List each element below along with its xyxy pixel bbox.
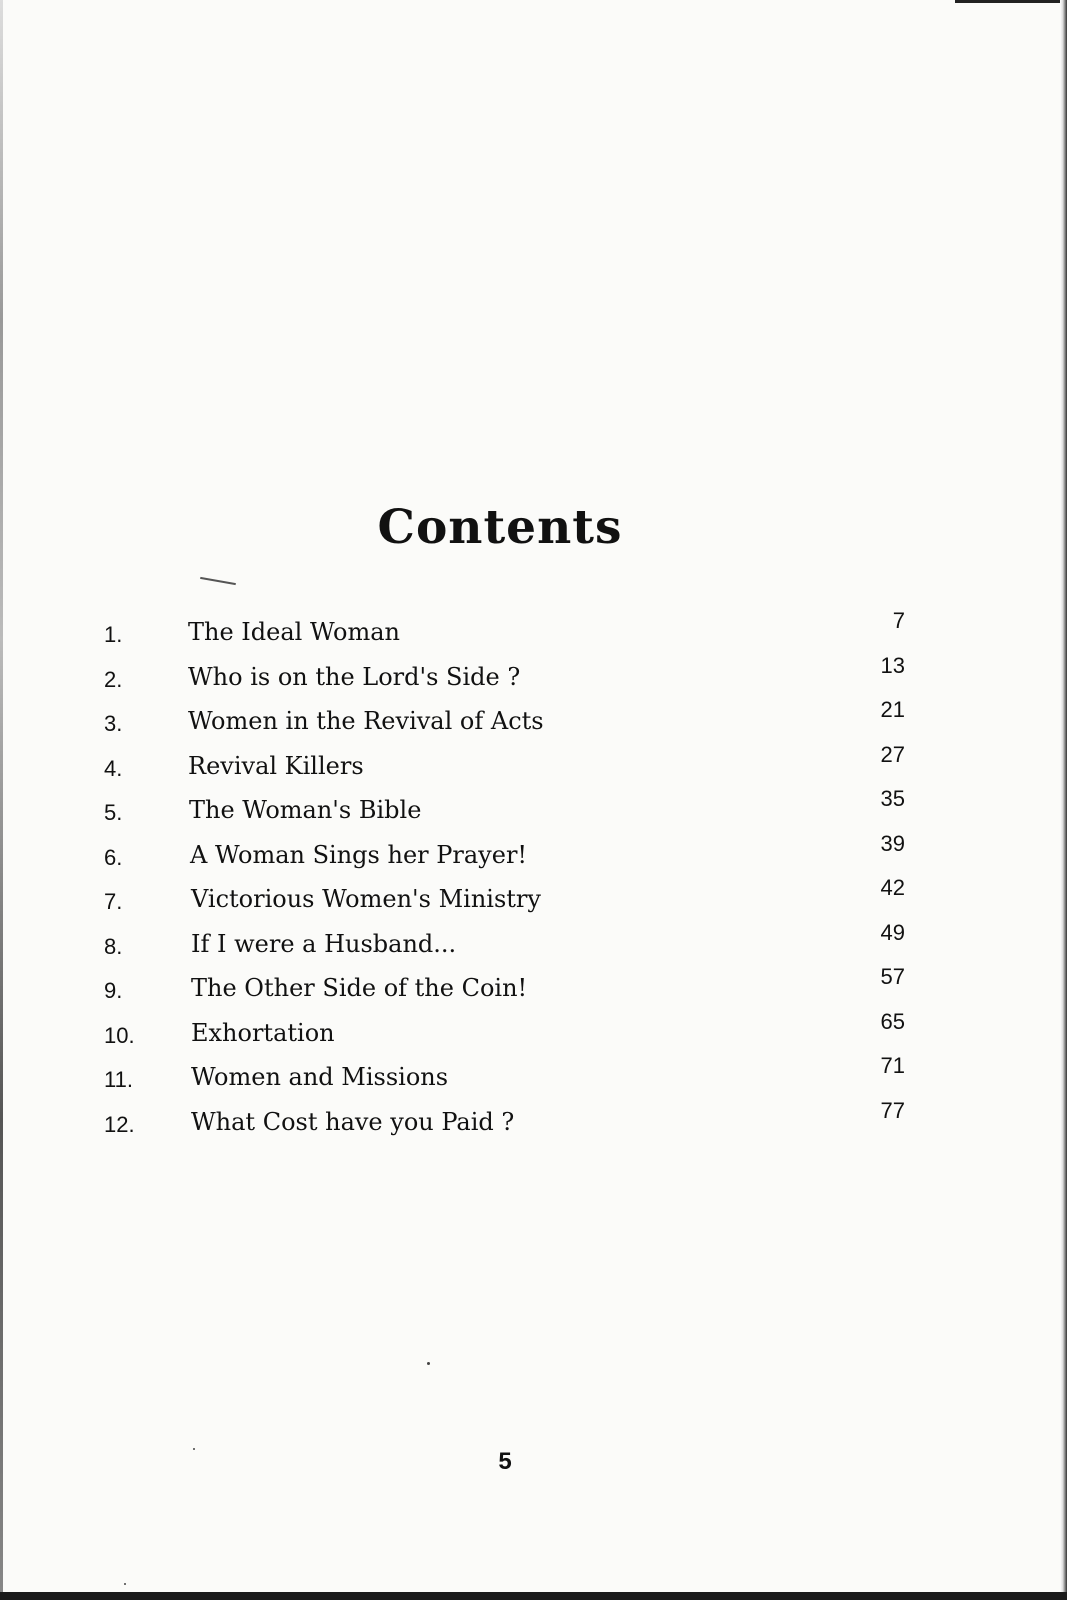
- toc-entry-number: 3.: [104, 711, 123, 736]
- page-title: Contents: [377, 500, 623, 555]
- toc-entry-page: 71: [880, 1053, 905, 1078]
- toc-entry: [0, 608, 1067, 648]
- toc-entry-number: 9.: [104, 978, 123, 1003]
- toc-entry: [0, 1053, 1067, 1093]
- toc-entry: [0, 653, 1067, 693]
- toc-entry-number: 7.: [104, 889, 123, 914]
- toc-entry-title: Revival Killers: [188, 751, 364, 780]
- toc-entry-page: 21: [880, 697, 905, 722]
- toc-entry: [0, 786, 1067, 826]
- toc-entry-number: 6.: [104, 844, 123, 870]
- toc-entry-title: Who is on the Lord's Side ?: [188, 662, 521, 691]
- toc-entry-title: The Other Side of the Coin!: [191, 974, 528, 1002]
- toc-entry-title: The Woman's Bible: [189, 796, 422, 824]
- toc-entry-page: 7: [892, 608, 905, 633]
- toc-entry-number: 1.: [104, 622, 123, 647]
- toc-entry-number: 11.: [104, 1067, 133, 1092]
- toc-entry-title: Victorious Women's Ministry: [191, 885, 541, 913]
- toc-entry-page: 42: [880, 875, 905, 900]
- scan-speck: [193, 1448, 195, 1450]
- toc-entry-title: Women and Missions: [191, 1063, 449, 1091]
- toc-entry: [0, 742, 1067, 782]
- scan-speck: [124, 1583, 126, 1585]
- toc-entry-title: What Cost have you Paid ?: [191, 1107, 515, 1136]
- toc-entry: [0, 697, 1067, 737]
- toc-entry: [0, 920, 1067, 960]
- scan-speck: [427, 1362, 430, 1365]
- toc-entry: [0, 1098, 1067, 1138]
- toc-entry-page: 49: [880, 919, 905, 945]
- toc-entry-number: 5.: [104, 800, 123, 825]
- toc-entry: [0, 964, 1067, 1004]
- toc-entry-page: 35: [880, 786, 905, 811]
- toc-entry-page: 57: [880, 964, 905, 989]
- toc-entry-title: Exhortation: [191, 1018, 335, 1047]
- toc-entry-page: 39: [880, 830, 905, 856]
- toc-entry-number: 2.: [104, 666, 123, 692]
- toc-entry-number: 8.: [104, 933, 123, 959]
- page-number: 5: [498, 1448, 512, 1475]
- toc-entry-page: 65: [880, 1008, 905, 1034]
- toc-entry-title: The Ideal Woman: [188, 618, 400, 646]
- toc-entry-number: 4.: [104, 755, 123, 781]
- toc-entry-title: A Woman Sings her Prayer!: [190, 840, 528, 869]
- toc-entry-number: 12.: [104, 1111, 135, 1137]
- toc-entry-title: Women in the Revival of Acts: [188, 707, 544, 735]
- toc-entry-number: 10.: [104, 1022, 135, 1048]
- toc-entry-page: 77: [880, 1097, 905, 1123]
- toc-entry: [0, 1009, 1067, 1049]
- toc-entry-page: 13: [880, 652, 905, 678]
- toc-entry: [0, 831, 1067, 871]
- toc-entry-page: 27: [880, 741, 905, 767]
- toc-entry-title: If I were a Husband...: [191, 929, 457, 958]
- toc-entry: [0, 875, 1067, 915]
